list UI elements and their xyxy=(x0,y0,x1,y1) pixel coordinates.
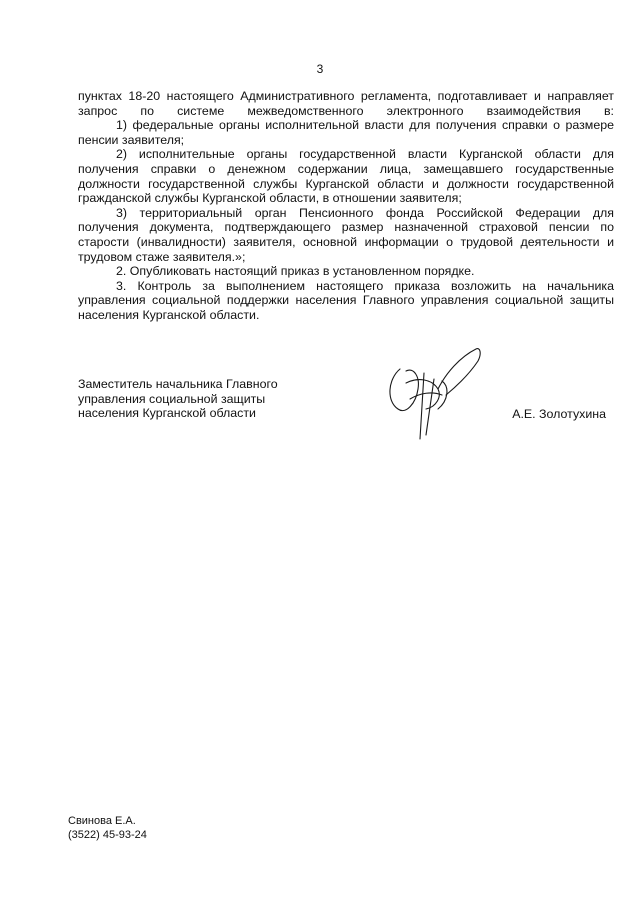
signer-position-line: населения Курганской области xyxy=(78,406,256,421)
signer-position-line: управления социальной защиты xyxy=(78,391,266,406)
document-body xyxy=(78,89,614,323)
signer-position xyxy=(78,377,318,421)
paragraph-item-3: 3) территориальный орган Пенсионного фонда Российской Федерации для получения документа, подтверждающего размер назначенной страховой пенсии по старости (инвалидности) заявителя, основной информации о трудовой деятельности и трудовом стаже заявителя.»; xyxy=(78,205,614,264)
executor-phone: (3522) 45-93-24 xyxy=(68,829,147,841)
paragraph-publish: 2. Опубликовать настоящий приказ в установленном порядке. xyxy=(116,264,475,279)
executor-name: Свинова Е.А. xyxy=(68,815,136,827)
signer-position-line: Заместитель начальника Главного xyxy=(78,377,278,391)
paragraph-intro: пунктах 18-20 настоящего Административного регламента, подготавливает и направляет запрос по системе межведомственного электронного взаимодействия в: xyxy=(78,89,614,118)
paragraph-control: 3. Контроль за выполнением настоящего приказа возложить на начальника управления социальной поддержки населения Главного управления социальной защиты населения Курганской области. xyxy=(78,278,614,322)
executor-info xyxy=(68,814,147,842)
paragraph-item-1: 1) федеральные органы исполнительной власти для получения справки о размере пенсии заявителя; xyxy=(78,118,614,147)
signer-name: А.Е. Золотухина xyxy=(512,407,606,421)
page-number: 3 xyxy=(316,62,324,76)
handwritten-signature xyxy=(380,343,490,443)
paragraph-item-2: 2) исполнительные органы государственной власти Курганской области для получения справки о денежном содержании лица, замещавшего государственные должности государственной службы Курганской области и должности государственной гражданской службы Курганской области, в отношении заявителя; xyxy=(78,147,614,206)
